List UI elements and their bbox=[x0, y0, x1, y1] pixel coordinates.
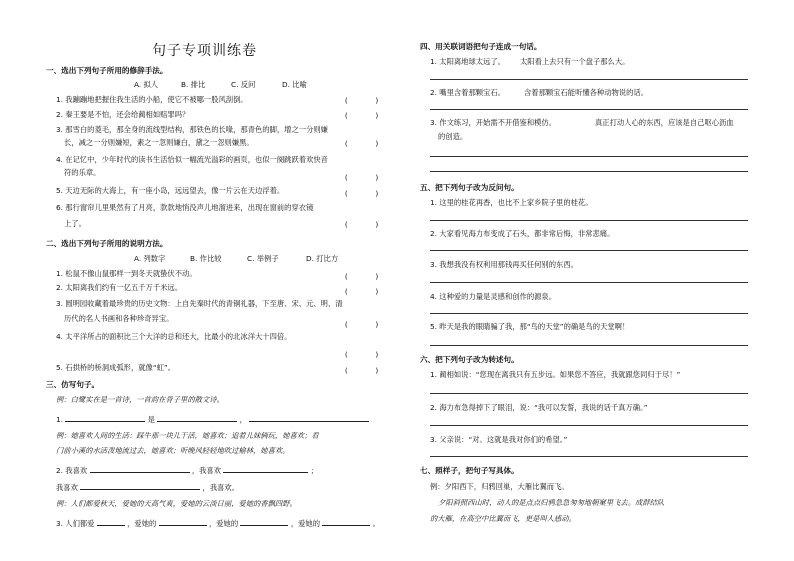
s3-q2-blank-3[interactable] bbox=[80, 482, 200, 490]
s4-q2-b: 含着那颗宝石能听懂各种动物说的话。 bbox=[524, 88, 649, 97]
s3-q2-start: 2. 我喜欢 bbox=[56, 466, 88, 475]
section-5-heading: 五、把下列句子改为反问句。 bbox=[420, 183, 519, 192]
s3-q2-semicolon: ； bbox=[310, 466, 318, 475]
s3-q2-cont: 我喜欢 bbox=[56, 483, 78, 492]
s6-item-3: 3. 父亲说：“对。这就是我对你们的希望。” bbox=[430, 435, 568, 444]
s3-q3-blank-2[interactable] bbox=[159, 518, 207, 526]
s1-item-4-line2: 符的乐章。 bbox=[64, 168, 101, 177]
s4-q2-a: 2. 嘴里含着那颗宝石。 bbox=[430, 88, 505, 97]
s1-item-3-line1: 3. 那雪白的菱毛，那全身的流线型结构，那铁色的长喙，那青色的脚，增之一分则嫌 bbox=[56, 125, 328, 134]
s2-option-b: B. 作比较 bbox=[190, 254, 222, 263]
s1-item-5: 5. 天边无际的大海上，有一座小岛，远远望去，像一片云在天边浮着。 bbox=[56, 186, 285, 195]
s1-item-1: 1. 我蹦蹦地把握住我生活的小船，使它不被哪一股风刮倒。 bbox=[56, 95, 248, 104]
s3-q3-p1: ，爱她的 bbox=[127, 519, 157, 528]
s6-answer-line-1[interactable] bbox=[430, 393, 748, 394]
s2-item-3-line2: 历代的名人书画和各种珍奇异宝。 bbox=[64, 314, 174, 323]
s5-item-2: 2. 大家看见海力布变成了石头，都非常后悔，非常悲痛。 bbox=[430, 229, 615, 238]
s3-q2-line2 bbox=[56, 482, 239, 492]
s2-answer-5[interactable]: ( ) bbox=[344, 366, 380, 375]
s6-item-2: 2. 海力布急得掉下了眼泪，说：“我可以发誓，我说的话千真万确。” bbox=[430, 403, 648, 412]
s3-q2-end: ，我喜欢。 bbox=[202, 483, 240, 492]
s4-q3-b: 真正打动人心的东西，应该是自己呕心沥血 bbox=[595, 118, 734, 127]
s5-answer-line-1[interactable] bbox=[430, 220, 748, 221]
s1-item-2: 2. 秦王要是不怕，还会给蔺相如赔罪吗？ bbox=[56, 110, 190, 119]
s2-item-3-line1: 3. 圆明园收藏着最珍贵的历史文物：上自先秦时代的青铜礼器，下至唐、宋、元、明、清 bbox=[56, 299, 343, 308]
s3-q1 bbox=[56, 414, 369, 424]
s3-example-2-line1: 例：她喜欢人间的生活：踩牛那一块儿干活，她喜欢；追着儿妹俩玩，她喜欢；看 bbox=[56, 431, 319, 440]
s3-q3-p3: ，爱她的 bbox=[290, 519, 320, 528]
s3-q2-blank-1[interactable] bbox=[90, 465, 190, 473]
s4-q2-answer-line[interactable] bbox=[430, 109, 748, 110]
s6-answer-line-3[interactable] bbox=[430, 456, 748, 457]
section-2-heading: 二、选出下列句子所用的说明方法。 bbox=[46, 239, 168, 248]
s1-option-c: C. 反问 bbox=[231, 80, 256, 89]
s4-q3-a: 3. 作文练习，开始需不开借鉴和模仿。 bbox=[430, 118, 557, 127]
s6-answer-line-2[interactable] bbox=[430, 425, 748, 426]
s2-answer-3[interactable]: ( ) bbox=[344, 320, 380, 329]
s1-answer-2[interactable]: ( ) bbox=[344, 111, 380, 120]
s4-q3-answer-line-2[interactable] bbox=[430, 171, 748, 172]
s1-item-6-line1: 6. 那行窗帘儿里果然有了月亮，款款地悄没声儿地溜进来，出现在窗前的穿衣镜 bbox=[56, 203, 314, 212]
s5-item-3: 3. 我想我没有权利用那钱再买任何别的东西。 bbox=[430, 260, 578, 269]
s2-item-4: 4. 太平洋所占的面积比三个大洋的总和还大，比最小的北冰洋大十四倍。 bbox=[56, 332, 292, 341]
s7-expanded-line1: 夕阳斜照西山时，动人的是点点归鸦急急匆匆地朝窠里飞去。成群结队 bbox=[438, 498, 665, 507]
s3-q3-start: 3. 人们都爱 bbox=[56, 519, 95, 528]
s5-answer-line-2[interactable] bbox=[430, 250, 748, 251]
s3-q1-blank-3[interactable] bbox=[249, 414, 369, 422]
s1-option-b: B. 排比 bbox=[181, 80, 206, 89]
section-1-heading: 一、选出下列句子所用的修辞手法。 bbox=[46, 66, 168, 75]
s3-q3 bbox=[56, 518, 380, 528]
s3-q1-number: 1. bbox=[56, 415, 63, 424]
s2-item-5: 5. 石拱桥的桥洞成弧形，就像“虹”。 bbox=[56, 363, 175, 372]
s4-q3-c: 的创造。 bbox=[438, 132, 468, 141]
s1-answer-1[interactable]: ( ) bbox=[344, 96, 380, 105]
s1-answer-6[interactable]: ( ) bbox=[344, 220, 380, 229]
s1-answer-5[interactable]: ( ) bbox=[344, 189, 380, 198]
s2-option-d: D. 打比方 bbox=[306, 254, 339, 263]
s5-item-5: 5. 昨天是我的眼睛骗了我，那“鸟的天堂”的确是鸟的天堂啊！ bbox=[430, 322, 630, 331]
s1-item-6-line2: 上了。 bbox=[64, 219, 86, 228]
s3-example-2-line2: 门前小溪的水活泼地流过去，她喜欢；听晚风轻轻地吹过榆林，她喜欢。 bbox=[56, 446, 290, 455]
s3-q3-blank-1[interactable] bbox=[97, 518, 125, 526]
s3-q1-comma: ， bbox=[239, 415, 247, 424]
s1-option-a: A. 拟人 bbox=[134, 80, 159, 89]
s3-q1-text: 是 bbox=[147, 415, 155, 424]
s2-item-2: 2. 太阳离我们约有一亿五千万千米远。 bbox=[56, 283, 183, 292]
s5-answer-line-4[interactable] bbox=[430, 313, 748, 314]
s3-q1-blank-2[interactable] bbox=[157, 414, 237, 422]
s3-q2-blank-2[interactable] bbox=[223, 465, 308, 473]
s3-example-3: 例：人们都爱秋天，爱她的天高气爽，爱她的云淡日丽，爱她的香飘四野。 bbox=[56, 499, 297, 508]
s7-example: 例：夕阳西下，归鸦回巢，大雁比翼而飞。 bbox=[430, 482, 569, 491]
s3-q2-mid: ，我喜欢 bbox=[191, 466, 222, 475]
s4-q3-answer-line-1[interactable] bbox=[430, 156, 748, 157]
s7-expanded-line2: 的大雁，在高空中比翼而飞，更是叫人感动。 bbox=[430, 514, 576, 523]
section-7-heading: 七、照样子，把句子写具体。 bbox=[420, 466, 519, 475]
s1-item-4-line1: 4. 在记忆中，少年时代的读书生活恰似一幅流光溢彩的画页，也似一阕跳跃着欢快音 bbox=[56, 155, 328, 164]
page-title: 句子专项训练卷 bbox=[152, 43, 257, 59]
s1-answer-3[interactable]: ( ) bbox=[344, 139, 380, 148]
s3-q3-p2: ，爱她的 bbox=[208, 519, 239, 528]
s3-example-1: 例：白鹭实在是一首诗，一首韵在骨子里的散文诗。 bbox=[56, 395, 224, 404]
s4-q1-answer-line[interactable] bbox=[430, 79, 748, 80]
s2-option-c: C. 举例子 bbox=[247, 254, 279, 263]
s2-answer-4[interactable]: ( ) bbox=[344, 350, 380, 359]
s5-answer-line-5[interactable] bbox=[430, 345, 748, 346]
s2-answer-2[interactable]: ( ) bbox=[344, 287, 380, 296]
section-6-heading: 六、把下列句子改为转述句。 bbox=[420, 355, 519, 364]
s2-answer-1[interactable]: ( ) bbox=[344, 272, 380, 281]
section-3-heading: 三、仿写句子。 bbox=[46, 380, 100, 389]
s1-answer-4[interactable]: ( ) bbox=[344, 173, 380, 182]
s3-q1-blank-1[interactable] bbox=[65, 414, 145, 422]
s4-q1-b: 太阳看上去只有一个盘子那么大。 bbox=[520, 57, 630, 66]
s5-answer-line-3[interactable] bbox=[430, 282, 748, 283]
s1-option-d: D. 比喻 bbox=[282, 80, 307, 89]
s3-q3-end: 。 bbox=[372, 519, 380, 528]
s3-q2-line1 bbox=[56, 465, 318, 475]
s4-q1-a: 1. 太阳离地球太远了。 bbox=[430, 57, 505, 66]
s3-q3-blank-3[interactable] bbox=[240, 518, 288, 526]
section-4-heading: 四、用关联词语把句子连成一句话。 bbox=[420, 42, 542, 51]
s1-item-3-line2: 长，减之一分则嫌短，素之一忽则嫌白，黛之一忽则嫌黑。 bbox=[64, 138, 254, 147]
s5-item-1: 1. 这里的桂花再香，也比不上家乡院子里的桂花。 bbox=[430, 198, 593, 207]
s2-option-a: A. 列数字 bbox=[134, 254, 166, 263]
s2-item-1: 1. 松鼠不像山鼠那样一到冬天就蛰伏不动。 bbox=[56, 269, 197, 278]
s6-item-1: 1. 蔺相如说：“您现在离我只有五步远。如果您不答应，我就跟您同归于尽！” bbox=[430, 370, 681, 379]
s3-q3-blank-4[interactable] bbox=[322, 518, 370, 526]
s5-item-4: 4. 这种爱的力量是灵感和创作的源泉。 bbox=[430, 292, 557, 301]
